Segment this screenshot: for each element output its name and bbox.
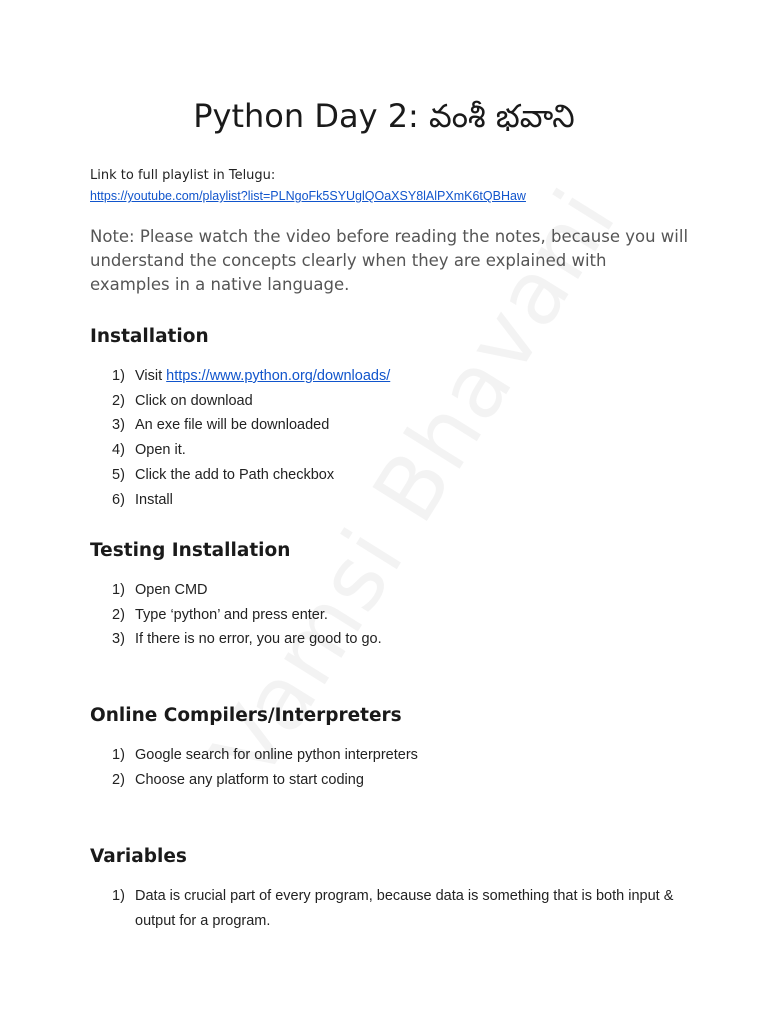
list-item-text: Open it. (135, 442, 186, 459)
list-number: 6) (112, 491, 125, 508)
heading-online-compilers: Online Compilers/Interpreters (90, 705, 402, 726)
list-item (90, 627, 680, 652)
list-item (90, 578, 680, 603)
testing-list (90, 578, 680, 652)
list-item (90, 743, 680, 768)
list-item-text: Data is crucial part of every program, because data is something that is both input & output for a program. (135, 888, 674, 929)
playlist-label: Link to full playlist in Telugu: (90, 168, 276, 183)
list-item (90, 603, 680, 628)
list-number: 2) (112, 771, 125, 788)
python-downloads-link[interactable]: https://www.python.org/downloads/ (166, 368, 391, 384)
list-item (90, 768, 680, 793)
list-item-text: An exe file will be downloaded (135, 417, 330, 434)
list-number: 3) (112, 631, 125, 648)
list-item (90, 884, 680, 933)
list-number: 1) (112, 888, 125, 904)
page-title: Python Day 2: వంశీ భవాని (193, 97, 575, 135)
list-item-text: Type ‘python’ and press enter. (135, 606, 328, 623)
list-item-text: Click the add to Path checkbox (135, 466, 335, 483)
list-item (90, 389, 680, 414)
list-item (90, 463, 680, 488)
list-number: 1) (112, 368, 125, 384)
list-item-text: Visit (135, 368, 167, 384)
heading-installation: Installation (90, 326, 209, 347)
list-item-text: Choose any platform to start coding (135, 771, 364, 788)
list-number: 3) (112, 417, 125, 434)
list-item (90, 413, 680, 438)
online-list (90, 743, 680, 792)
heading-variables: Variables (90, 846, 187, 867)
list-item-text: Open CMD (135, 582, 208, 598)
list-item (90, 488, 680, 513)
list-item-text: If there is no error, you are good to go. (135, 631, 382, 648)
list-number: 5) (112, 466, 125, 483)
playlist-link[interactable]: https://youtube.com/playlist?list=PLNgoFk5SYUglQOaXSY8lAlPXmK6tQBHaw (90, 189, 526, 203)
list-item-text: Google search for online python interpreters (135, 747, 418, 763)
list-item (90, 364, 680, 389)
list-number: 4) (112, 442, 125, 459)
heading-testing-installation: Testing Installation (90, 540, 291, 561)
variables-list (90, 884, 680, 933)
installation-list (90, 364, 680, 512)
note-paragraph: Note: Please watch the video before reading the notes, because you will understand the concepts clearly when they are explained with examples in a native language. (90, 227, 689, 294)
list-item-text: Install (135, 491, 173, 508)
list-item (90, 438, 680, 463)
list-number: 1) (112, 582, 125, 598)
list-number: 2) (112, 392, 125, 409)
list-number: 1) (112, 747, 125, 763)
list-number: 2) (112, 606, 125, 623)
list-item-text: Click on download (135, 392, 253, 409)
